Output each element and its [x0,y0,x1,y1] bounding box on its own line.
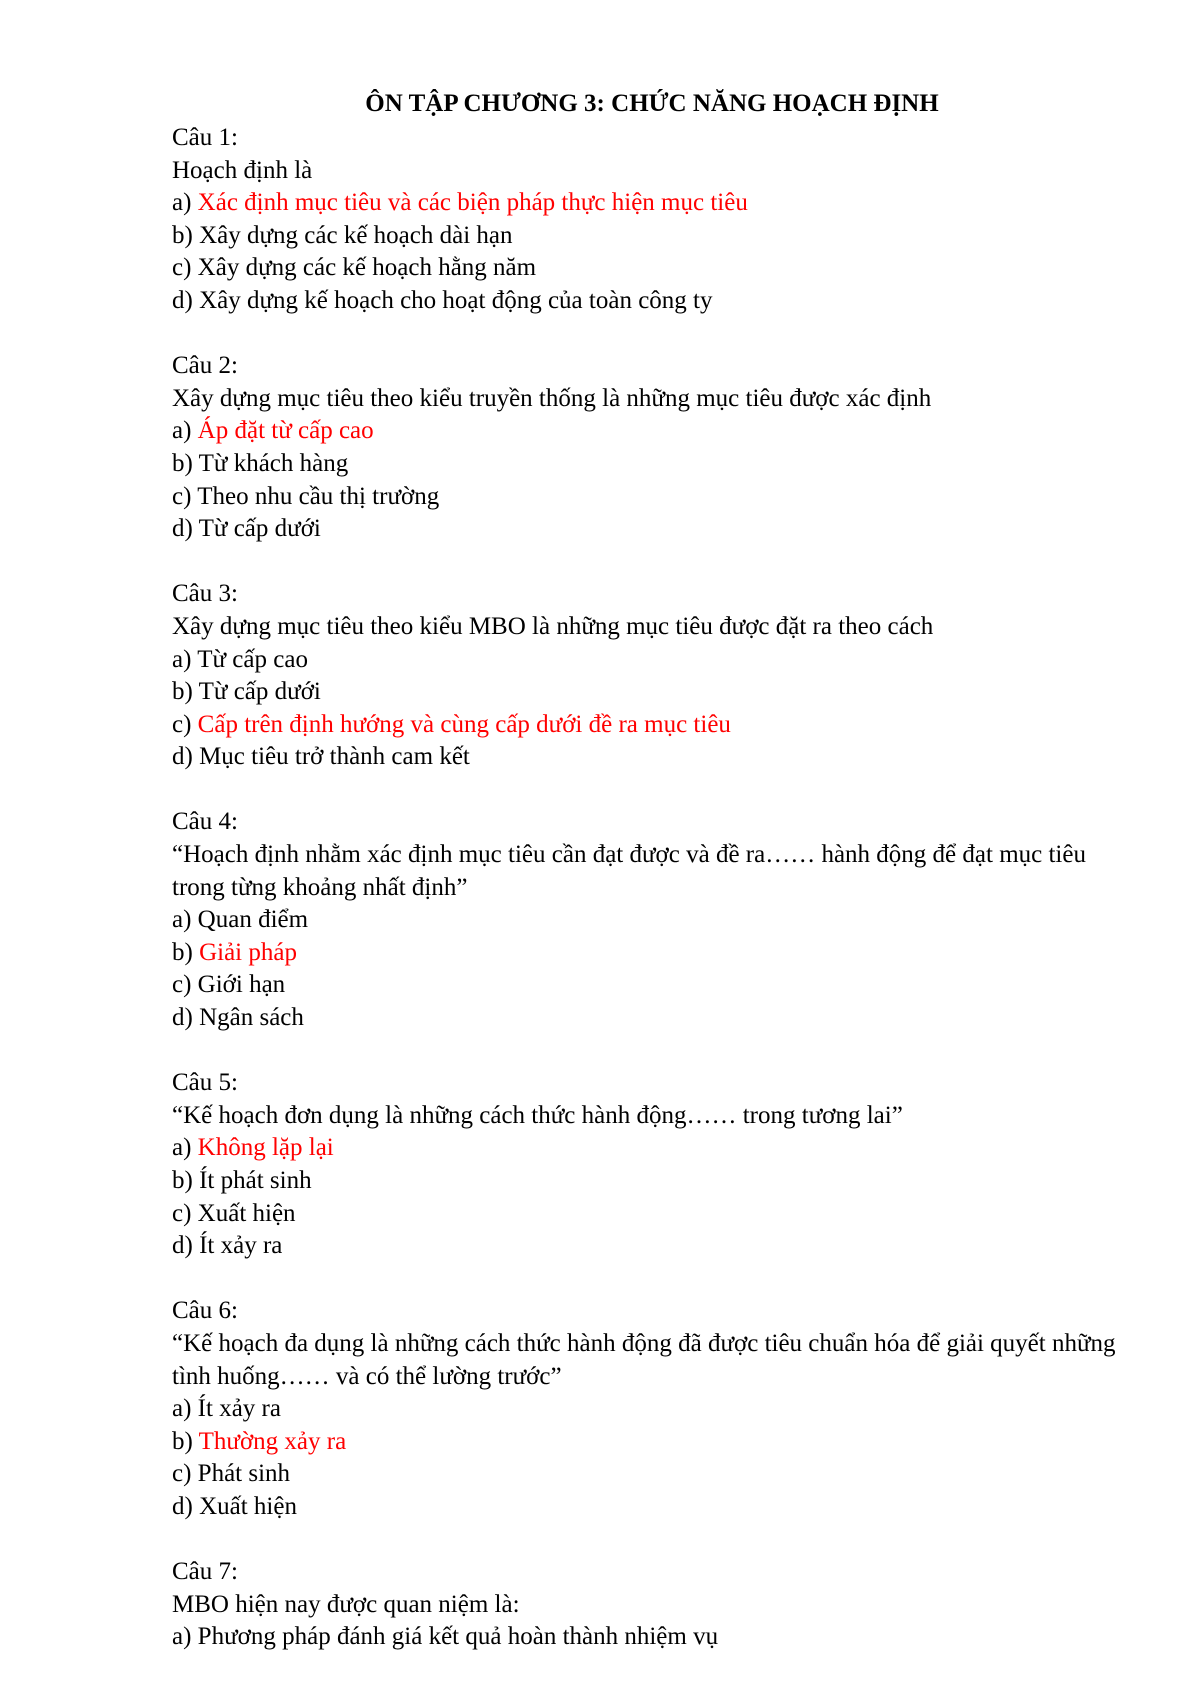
answer-option [172,1458,1132,1491]
question-stem: Xây dựng mục tiêu theo kiểu truyền thống là những mục tiêu được xác định [172,384,932,412]
question-block [172,1556,1132,1654]
answer-option [172,1491,1132,1524]
answer-option [172,481,1132,514]
answer-letter: d) [172,286,193,314]
answer-letter: d) [172,1232,193,1260]
answer-letter: b) [172,678,193,706]
question-label: Câu 7: [172,1558,238,1586]
answer-letter: b) [172,1167,193,1194]
answer-letter: b) [172,938,193,966]
question-list [172,122,1132,1687]
answer-text: Ít xảy ra [199,1232,283,1260]
question-block [172,806,1132,1034]
answer-option [172,1002,1132,1035]
answer-option [172,513,1132,546]
answer-letter: d) [172,1004,193,1032]
answer-option [172,676,1132,709]
answer-option [172,1230,1132,1263]
answer-option [172,1132,1132,1165]
answer-text: Mục tiêu trở thành cam kết [199,743,470,771]
correct-answer-text: Thường xảy ra [198,1427,347,1455]
answer-text: Phát sinh [197,1460,291,1488]
correct-answer-text: Giải pháp [199,938,297,966]
answer-letter: a) [172,906,192,934]
answer-letter: c) [172,710,192,738]
answer-text: Xây dựng các kế hoạch hằng năm [197,254,537,282]
question-stem: MBO hiện nay được quan niệm là: [172,1590,520,1618]
answer-option [172,187,1132,220]
answer-letter: d) [172,743,193,771]
answer-option [172,741,1132,774]
question-label: Câu 4: [172,808,238,836]
answer-letter: c) [172,971,192,999]
answer-letter: d) [172,515,193,543]
answer-text: Giới hạn [197,971,286,999]
answer-letter: c) [172,482,192,510]
answer-option [172,448,1132,481]
answer-option [172,1393,1132,1426]
question-block [172,122,1132,318]
question-block [172,1295,1132,1523]
answer-option [172,969,1132,1002]
question-stem: “Hoạch định nhằm xác định mục tiêu cần đạt được và đề ra…… hành động để đạt mục tiêu trong từng khoảng nhất định” [172,841,1086,901]
answer-text: Ngân sách [199,1004,304,1032]
answer-letter: c) [172,1199,192,1227]
answer-option [172,709,1132,742]
question-label: Câu 1: [172,124,238,151]
answer-letter: a) [172,1395,192,1423]
answer-option [172,285,1132,318]
correct-answer-text: Không lặp lại [197,1134,334,1162]
answer-text: Từ cấp dưới [198,515,321,543]
answer-letter: a) [172,1623,192,1651]
answer-text: Quan điểm [197,906,309,934]
answer-text: Xây dựng kế hoạch cho hoạt động của toàn công ty [199,286,713,314]
answer-text: Từ cấp cao [197,645,308,673]
answer-option [172,1198,1132,1231]
question-stem: Hoạch định là [172,156,313,184]
answer-text: Xuất hiện [197,1199,296,1227]
answer-letter: b) [172,449,193,477]
answer-letter: a) [172,189,192,217]
answer-letter: c) [172,1460,192,1488]
answer-letter: c) [172,254,192,282]
answer-letter: a) [172,645,192,673]
answer-option [172,1426,1132,1459]
answer-text: Ít phát sinh [199,1167,312,1194]
answer-text: Ít xảy ra [197,1395,281,1423]
answer-text: Từ khách hàng [198,449,349,477]
question-block [172,350,1132,546]
answer-option [172,937,1132,970]
correct-answer-text: Xác định mục tiêu và các biện pháp thực hiện mục tiêu [197,189,748,217]
answer-option [172,252,1132,285]
question-label: Câu 5: [172,1069,238,1097]
answer-option [172,1621,1132,1654]
answer-text: Từ cấp dưới [198,678,321,706]
answer-option [172,904,1132,937]
question-label: Câu 3: [172,580,238,608]
document-title: ÔN TẬP CHƯƠNG 3: CHỨC NĂNG HOẠCH ĐỊNH [365,90,939,117]
question-label: Câu 6: [172,1297,238,1325]
answer-text: Theo nhu cầu thị trường [197,482,440,510]
answer-option [172,644,1132,677]
question-stem: “Kế hoạch đa dụng là những cách thức hành động đã được tiêu chuẩn hóa để giải quyết những tình huống…… và có thể lường trước” [172,1329,1116,1390]
answer-letter: d) [172,1492,193,1520]
answer-letter: a) [172,1134,192,1162]
answer-option [172,415,1132,448]
question-block [172,578,1132,774]
answer-option [172,1165,1132,1198]
correct-answer-text: Cấp trên định hướng và cùng cấp dưới đề ra mục tiêu [197,710,731,738]
answer-letter: b) [172,221,193,249]
answer-letter: a) [172,417,192,445]
question-stem: Xây dựng mục tiêu theo kiểu MBO là những mục tiêu được đặt ra theo cách [172,612,934,640]
question-label: Câu 2: [172,352,238,380]
question-block [172,1067,1132,1263]
answer-text: Xuất hiện [199,1492,297,1520]
answer-option [172,220,1132,253]
answer-text: Phương pháp đánh giá kết quả hoàn thành nhiệm vụ [197,1623,719,1651]
correct-answer-text: Áp đặt từ cấp cao [197,417,374,445]
answer-text: Xây dựng các kế hoạch dài hạn [199,221,513,249]
answer-letter: b) [172,1427,193,1455]
question-stem: “Kế hoạch đơn dụng là những cách thức hành động…… trong tương lai” [172,1101,903,1129]
